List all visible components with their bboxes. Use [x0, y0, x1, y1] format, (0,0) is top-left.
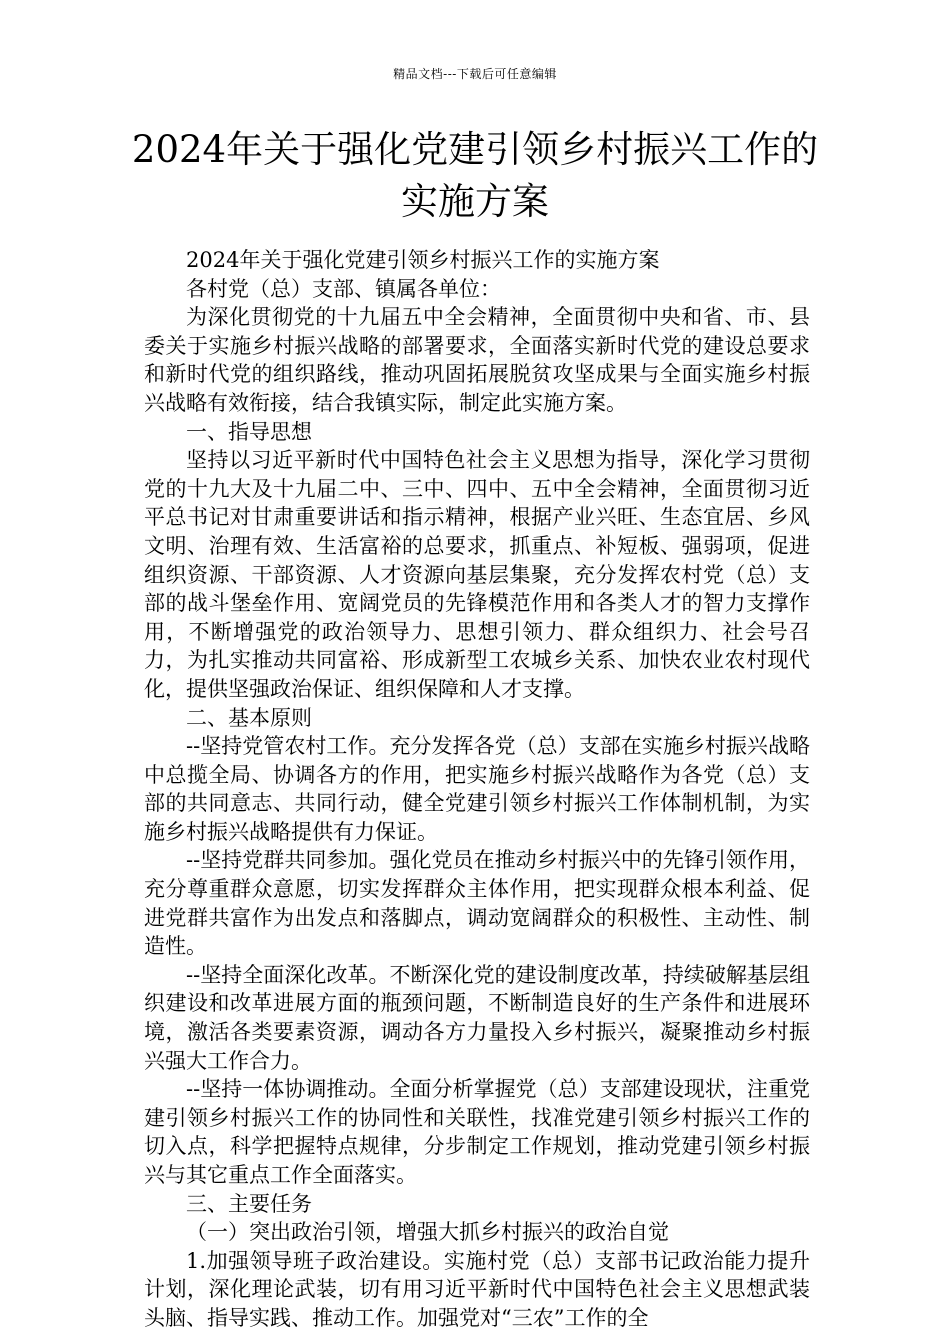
guiding-thought-paragraph: 坚持以习近平新时代中国特色社会主义思想为指导，深化学习贯彻党的十九大及十九届二中、三中、四中、五中全会精神，全面贯彻习近平总书记对甘肃重要讲话和指示精神，根据产业兴旺、生态宜居、乡风文明、治理有效、生活富裕的总要求，抓重点、补短板、强弱项，促进组织资源、干部资源、人才资源向基层集聚，充分发挥农村党（总）支部的战斗堡垒作用、宽阔党员的先锋模范作用和各类人才的智力支撑作用，不断增强党的政治领导力、思想引领力、群众组织力、社会号召力，为扎实推动共同富裕、形成新型工农城乡关系、加快农业农村现代化，提供坚强政治保证、组织保障和人才支撑。 — [144, 448, 810, 701]
principle-paragraph-4: --坚持一体协调推动。全面分析掌握党（总）支部建设现状，注重党建引领乡村振兴工作的协同性和关联性，找准党建引领乡村振兴工作的切入点，科学把握特点规律，分步制定工作规划，推动党建引领乡村振兴与其它重点工作全面落实。 — [144, 1077, 810, 1187]
principle-paragraph-2: --坚持党群共同参加。强化党员在推动乡村振兴中的先锋引领作用，充分尊重群众意愿，切实发挥群众主体作用，把实现群众根本利益、促进党群共富作为出发点和落脚点，调动宽阔群众的积极性、主动性、制造性。 — [144, 848, 810, 959]
document-title: 2024年关于强化党建引领乡村振兴工作的实施方案 — [131, 128, 819, 223]
document-body — [144, 246, 810, 1333]
subsection-heading-political-guidance: （一）突出政治引领，增强大抓乡村振兴的政治自觉 — [186, 1220, 669, 1245]
header-note: 精品文档---下载后可任意编辑 — [393, 67, 557, 81]
principle-paragraph-3: --坚持全面深化改革。不断深化党的建设制度改革，持续破解基层组织建设和改革进展方面的瓶颈问题，不断制造良好的生产条件和进展环境，激活各类要素资源，调动各方力量投入乡村振兴，凝聚推动乡村振兴强大工作合力。 — [144, 962, 810, 1073]
subtitle-paragraph: 2024年关于强化党建引领乡村振兴工作的实施方案 — [186, 248, 660, 272]
section-heading-guiding-thought: 一、指导思想 — [186, 419, 312, 444]
intro-paragraph: 为深化贯彻党的十九届五中全会精神，全面贯彻中央和省、市、县委关于实施乡村振兴战略的部署要求，全面落实新时代党的建设总要求和新时代党的组织路线，推动巩固拓展脱贫攻坚成果与全面实施乡村振兴战略有效衔接，结合我镇实际，制定此实施方案。 — [144, 305, 810, 415]
salutation-paragraph: 各村党（总）支部、镇属各单位： — [186, 276, 501, 301]
section-heading-basic-principles: 二、基本原则 — [186, 705, 312, 730]
task-paragraph-1: 1.加强领导班子政治建设。实施村党（总）支部书记政治能力提升计划，深化理论武装，切有用习近平新时代中国特色社会主义思想武装头脑、指导实践、推动工作。加强党对“三农”工作的全 — [144, 1248, 810, 1330]
section-heading-main-tasks: 三、主要任务 — [186, 1191, 312, 1216]
principle-paragraph-1: --坚持党管农村工作。充分发挥各党（总）支部在实施乡村振兴战略中总揽全局、协调各方的作用，把实施乡村振兴战略作为各党（总）支部的共同意志、共同行动，健全党建引领乡村振兴工作体制机制，为实施乡村振兴战略提供有力保证。 — [144, 734, 810, 844]
